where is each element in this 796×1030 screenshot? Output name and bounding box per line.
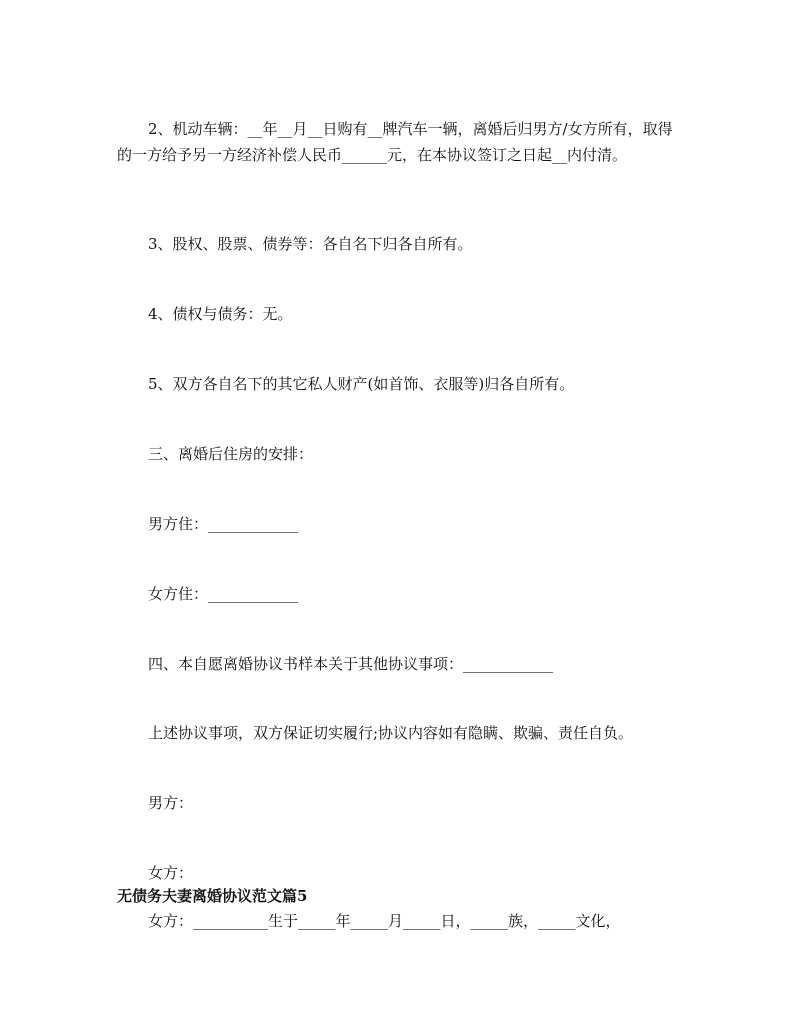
paragraph-debts: 4、债权与债务：无。 xyxy=(148,305,293,323)
section-other-matters: 四、本自愿离婚协议书样本关于其他协议事项：____________ xyxy=(148,655,554,673)
paragraph-vehicle: 2、机动车辆：__年__月__日购有__牌汽车一辆，离婚后归男方/女方所有，取得的一方给予另一方经济补偿人民币______元，在本协议签订之日起__内付清。 xyxy=(117,120,673,164)
paragraph-guarantee: 上述协议事项，双方保证切实履行;协议内容如有隐瞒、欺骗、责任自负。 xyxy=(148,724,634,742)
signature-husband: 男方： xyxy=(148,794,194,812)
next-article-first-line: 女方：__________生于_____年_____月_____日，_____族，_____文化， xyxy=(148,912,621,930)
paragraph-husband-residence: 男方住：____________ xyxy=(148,515,299,533)
next-article-title: 无债务夫妻离婚协议范文篇5 xyxy=(117,887,308,905)
signature-wife: 女方： xyxy=(148,864,194,882)
paragraph-private-property: 5、双方各自名下的其它私人财产(如首饰、衣服等)归各自所有。 xyxy=(148,375,575,393)
section-housing-heading: 三、离婚后住房的安排： xyxy=(148,445,314,463)
paragraph-wife-residence: 女方住：____________ xyxy=(148,585,299,603)
paragraph-stocks: 3、股权、股票、债券等：各自名下归各自所有。 xyxy=(148,235,473,253)
